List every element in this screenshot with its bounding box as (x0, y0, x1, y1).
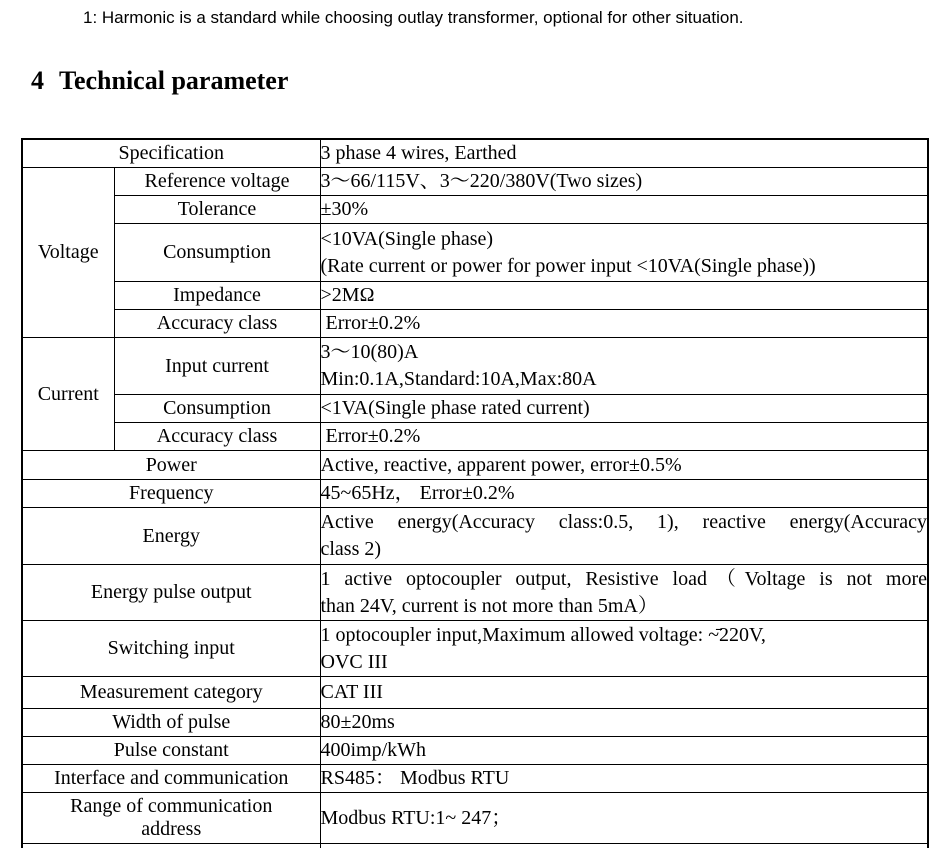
table-row-tolerance (22, 196, 928, 224)
row-value: Error±0.2% (320, 423, 928, 451)
row-label: Frequency (22, 480, 320, 508)
row-value: 1 optocoupler input,Maximum allowed voltage: ~̄220V, OVC III (320, 621, 928, 677)
row-value: Error±0.2% (320, 310, 928, 338)
section-heading (31, 66, 288, 96)
section-title: Technical parameter (59, 66, 289, 95)
footnote-text: 1: Harmonic is a standard while choosing outlay transformer, optional for other situation. (83, 8, 744, 27)
row-label: Power (22, 451, 320, 480)
row-label: Tolerance (114, 196, 320, 224)
row-label: Reference voltage (114, 168, 320, 196)
row-label: Consumption (114, 224, 320, 282)
table-row-energy-pulse-output (22, 565, 928, 621)
group-cell-voltage: Voltage (22, 168, 114, 338)
table-row-switching-input (22, 621, 928, 677)
row-value: CAT III (320, 677, 928, 709)
row-value: 3～66/115V、3～220/380V(Two sizes) (320, 168, 928, 196)
row-label (22, 844, 320, 848)
row-value: 3～10(80)A Min:0.1A,Standard:10A,Max:80A (320, 338, 928, 395)
row-label: Accuracy class (114, 423, 320, 451)
row-label: Specification (22, 139, 320, 168)
row-value: Active, reactive, apparent power, error±0.5% (320, 451, 928, 480)
table-row-voltage-consumption (22, 224, 928, 282)
row-value: RS485： Modbus RTU (320, 765, 928, 793)
row-value: >2MΩ (320, 282, 928, 310)
row-label: Accuracy class (114, 310, 320, 338)
table-row-width-of-pulse (22, 709, 928, 737)
row-value: 45~65Hz， Error±0.2% (320, 480, 928, 508)
row-value: <1VA(Single phase rated current) (320, 395, 928, 423)
section-number: 4 (31, 66, 44, 95)
row-label: Interface and communication (22, 765, 320, 793)
row-label: Width of pulse (22, 709, 320, 737)
row-value: 400imp/kWh (320, 737, 928, 765)
table-row-partial (22, 844, 928, 848)
table-row-voltage-accuracy (22, 310, 928, 338)
table-row-specification (22, 139, 928, 168)
row-label: Measurement category (22, 677, 320, 709)
row-label: Energy pulse output (22, 565, 320, 621)
table-row-frequency (22, 480, 928, 508)
table-row-energy (22, 508, 928, 565)
table-row-current-consumption (22, 395, 928, 423)
row-label: Range of communication address (22, 793, 320, 844)
row-value: ±30% (320, 196, 928, 224)
table-row-power (22, 451, 928, 480)
table-row-pulse-constant (22, 737, 928, 765)
table-row-reference-voltage (22, 168, 928, 196)
row-value: Active energy(Accuracy class:0.5, 1), reactive energy(Accuracy class 2) (320, 508, 928, 565)
row-value (320, 844, 928, 848)
table-row-impedance (22, 282, 928, 310)
row-value: 1 active optocoupler output, Resistive load（Voltage is not more than 24V, current is not more than 5mA） (320, 565, 928, 621)
row-value: 3 phase 4 wires, Earthed (320, 139, 928, 168)
row-label: Consumption (114, 395, 320, 423)
row-label: Impedance (114, 282, 320, 310)
technical-parameter-table (21, 138, 929, 848)
table-row-input-current (22, 338, 928, 395)
table-row-measurement-category (22, 677, 928, 709)
row-value: 80±20ms (320, 709, 928, 737)
row-label: Energy (22, 508, 320, 565)
table-row-communication-address-range (22, 793, 928, 844)
group-cell-current: Current (22, 338, 114, 451)
table-row-current-accuracy (22, 423, 928, 451)
row-label: Switching input (22, 621, 320, 677)
row-value: Modbus RTU:1~ 247； (320, 793, 928, 844)
row-label: Input current (114, 338, 320, 395)
table-row-interface-communication (22, 765, 928, 793)
row-label: Pulse constant (22, 737, 320, 765)
row-value: <10VA(Single phase) (Rate current or power for power input <10VA(Single phase)) (320, 224, 928, 282)
